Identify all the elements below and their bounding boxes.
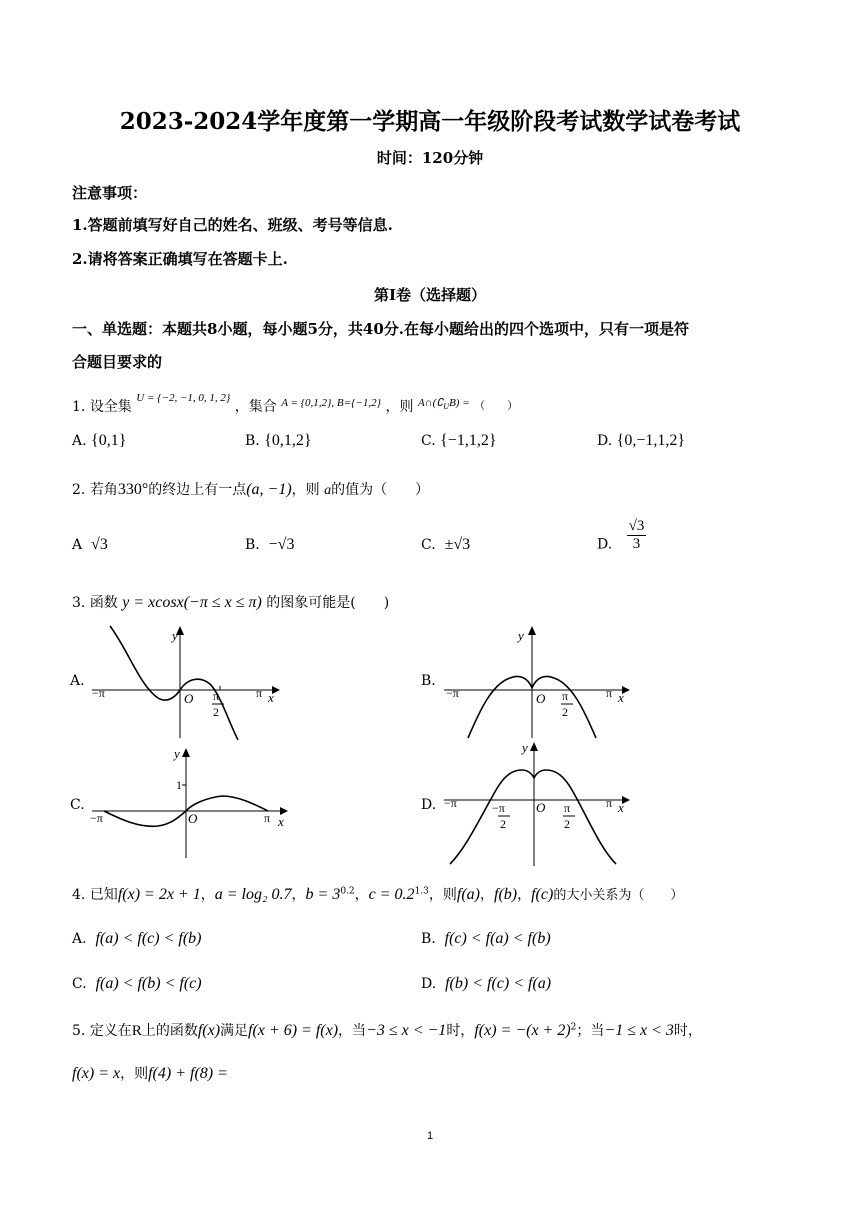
graph-a[interactable] <box>88 620 288 740</box>
q2-option-c[interactable]: C. ±√3 <box>421 536 471 553</box>
origin-label: O <box>184 691 194 706</box>
sets-ab: A = {0,1,2}, B={−1,2} <box>281 397 382 409</box>
svg-text:x: x <box>618 690 624 705</box>
q3-option-c-label[interactable]: C. <box>70 797 85 813</box>
notice-item-1: 1.答题前填写好自己的姓名、班级、考号等信息. <box>72 216 393 234</box>
svg-text:y: y <box>522 740 528 755</box>
svg-text:−π: −π <box>446 686 459 700</box>
svg-text:1: 1 <box>176 778 182 792</box>
universal-set: U = {−2, −1, 0, 1, 2} <box>136 392 231 404</box>
curve <box>450 770 616 864</box>
q3-option-d-label[interactable]: D. <box>421 797 437 813</box>
svg-text:2: 2 <box>562 705 568 719</box>
arrow-icon <box>182 748 190 757</box>
q4-option-d[interactable]: D. f(b) < f(c) < f(a) <box>421 975 552 992</box>
arrow-icon <box>528 626 536 635</box>
y-label: y <box>172 628 178 643</box>
svg-text:π: π <box>264 811 271 825</box>
fraction: $\frac{√3}{3}$ <box>628 518 645 552</box>
svg-text:O: O <box>536 691 546 706</box>
exam-time: 时间：120分钟 <box>376 149 484 167</box>
neg-pi-label: −π <box>92 686 105 700</box>
set-expression: A∩(∁UB) = <box>417 397 470 412</box>
svg-text:π: π <box>606 686 613 700</box>
svg-text:O: O <box>188 811 198 826</box>
exam-title: 2023-2024学年度第一学期高一年级阶段考试数学试卷考试 <box>119 108 741 135</box>
function-expression: y = xcosx(−π ≤ x ≤ π) <box>122 594 262 611</box>
q4-option-c[interactable]: C. f(a) < f(b) < f(c) <box>72 975 202 992</box>
notice-item-2: 2.请将答案正确填写在答题卡上. <box>72 250 288 268</box>
q3-option-a-label[interactable]: A. <box>70 673 85 689</box>
q2-option-b[interactable]: B. −√3 <box>245 536 295 553</box>
question-1-stem: 1. 设全集 $^{U = \{-2, -1, 0, 1, 2\}}$ ，集合 $^{A = \{0,1,2\}, B=\{-1,2\}}$ ，则 $^{A\cap(∁_UB) =}$ （ ） <box>72 392 519 415</box>
svg-text:−π: −π <box>90 811 103 825</box>
svg-text:π: π <box>562 689 569 703</box>
svg-text:x: x <box>618 800 624 815</box>
svg-text:x: x <box>278 814 284 829</box>
graph-c[interactable] <box>88 742 298 862</box>
question-4-stem: 4. 已知f(x) = 2x + 1，a = log₂ 0.7，$b = 3^{0.2}$，$c = 0.2^{1.3}$，则f(a)，f(b)，f(c)的大小关系为（ ） <box>72 886 684 903</box>
question-number: 1. <box>72 399 86 415</box>
pi-half-num: π <box>213 689 220 703</box>
svg-text:π: π <box>564 801 571 815</box>
svg-text:−π: −π <box>444 796 457 810</box>
svg-text:2: 2 <box>500 817 506 831</box>
section-heading-line2: 合题目要求的 <box>72 353 163 371</box>
q1-option-a[interactable]: A. {0,1} <box>72 432 127 449</box>
q4-option-a[interactable]: A. f(a) < f(c) < f(b) <box>72 930 202 947</box>
q2-option-a[interactable]: A √3 <box>72 536 108 553</box>
question-5-stem-line2: f(x) = x，则f(4) + f(8) = <box>72 1065 228 1082</box>
q2-option-d[interactable]: D. $\frac{√3}{3}$ <box>597 518 645 553</box>
svg-text:2: 2 <box>564 817 570 831</box>
svg-text:y: y <box>518 628 524 643</box>
graph-b[interactable] <box>440 620 640 740</box>
graph-d[interactable] <box>440 738 640 868</box>
part-title: 第I卷（选择题） <box>373 286 487 304</box>
q1-option-b[interactable]: B. {0,1,2} <box>245 432 312 449</box>
pi-label: π <box>256 686 263 700</box>
q4-option-b[interactable]: B. f(c) < f(a) < f(b) <box>421 930 551 947</box>
x-label: x <box>268 690 274 705</box>
notice-heading: 注意事项： <box>72 184 148 202</box>
pi-half-den: 2 <box>213 705 219 719</box>
svg-text:π: π <box>606 796 613 810</box>
arrow-icon <box>530 742 538 751</box>
svg-text:y: y <box>174 746 180 761</box>
q3-option-b-label[interactable]: B. <box>421 673 436 689</box>
neg-pi-half-num: −π <box>492 801 505 815</box>
section-heading-line1: 一、单选题：本题共8小题，每小题5分，共40分.在每小题给出的四个选项中，只有一项是符 <box>72 320 689 338</box>
page-number: 1 <box>426 1130 434 1142</box>
question-3-stem: 3. 函数 y = xcosx(−π ≤ x ≤ π) 的图象可能是( ) <box>72 594 390 611</box>
question-2-stem: 2. 若角330°的终边上有一点(a, −1)，则 a的值为（ ） <box>72 481 430 498</box>
question-5-stem-line1: 5. 定义在R上的函数f(x)满足f(x + 6) = f(x)，当−3 ≤ x < −1时，$f(x) = -(x + 2)^2$；当−1 ≤ x < 3时， <box>72 1022 702 1039</box>
curve <box>110 626 238 740</box>
svg-text:O: O <box>536 800 546 815</box>
q1-option-d[interactable]: D. {0,−1,1,2} <box>597 432 686 449</box>
q1-option-c[interactable]: C. {−1,1,2} <box>421 432 497 449</box>
